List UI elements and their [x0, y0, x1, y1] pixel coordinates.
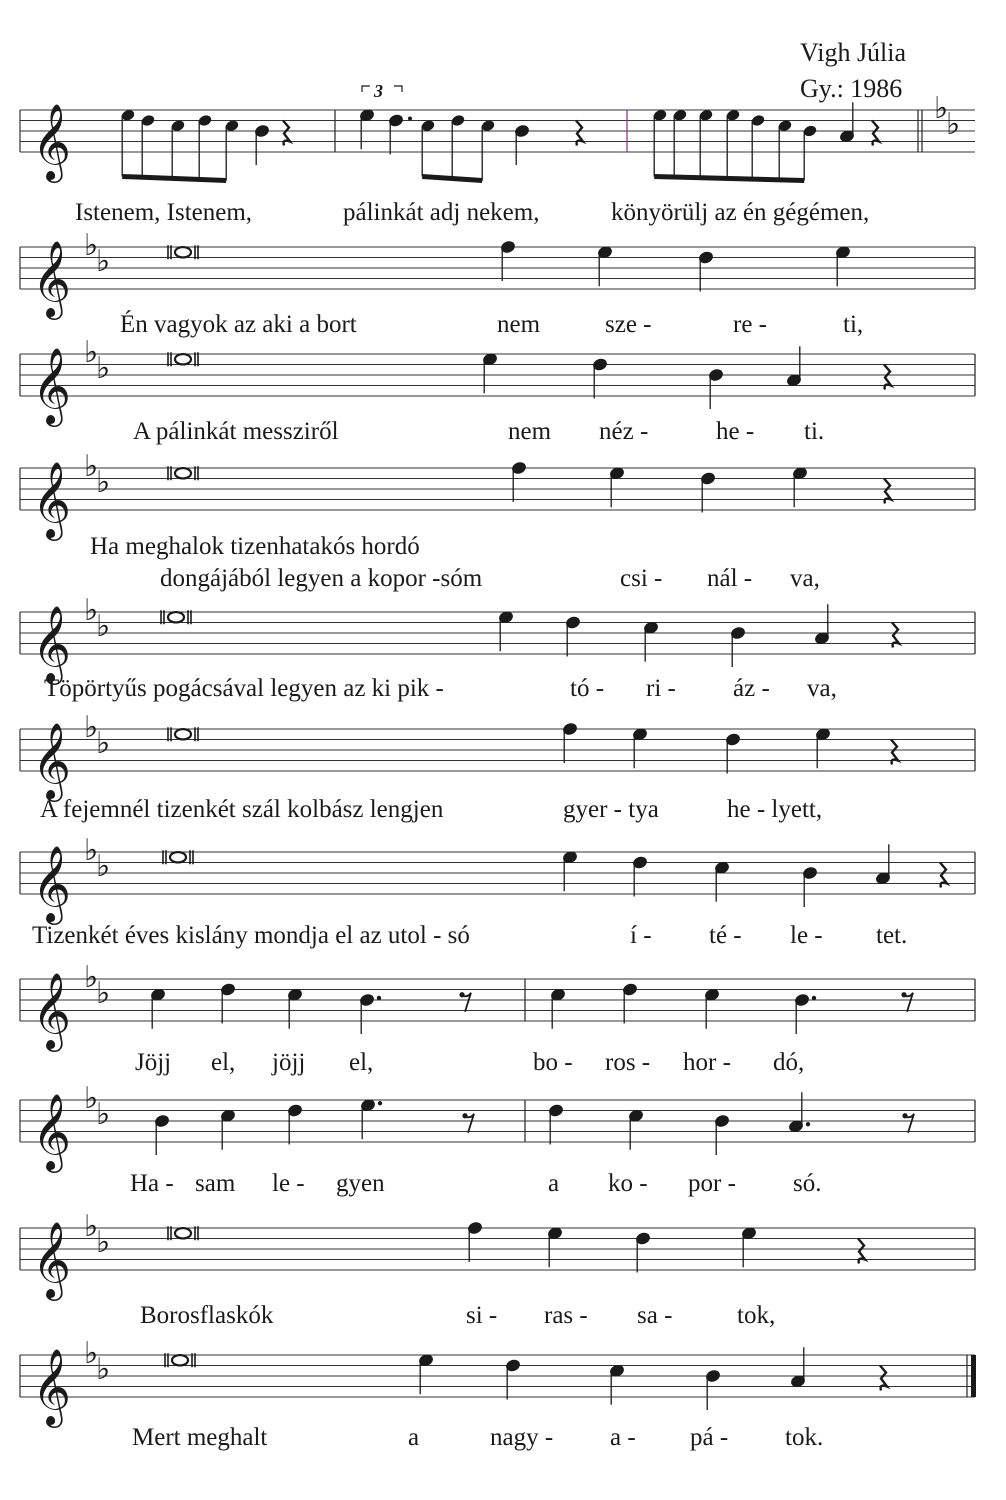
note	[498, 610, 513, 651]
staff-8	[20, 960, 975, 1052]
lyric-syllable: csi -	[620, 565, 663, 592]
note	[609, 466, 624, 507]
note	[150, 988, 165, 1029]
key-flat-icon: ♭	[84, 710, 99, 745]
lyric-syllable: si -	[466, 1302, 498, 1329]
note	[839, 102, 854, 143]
lyric-syllable: re -	[733, 311, 767, 338]
lyric-syllable: Ha meghalok tizenhatakós hordó	[90, 533, 420, 560]
lyric-syllable: tok.	[785, 1424, 824, 1451]
note	[359, 993, 381, 1034]
note	[482, 352, 497, 393]
lyric-syllable: el,	[349, 1049, 374, 1076]
note	[254, 124, 269, 165]
lyric-syllable: Jöjj	[135, 1049, 172, 1076]
note-dot	[812, 996, 816, 1000]
lyric-syllable: könyörülj az én gégémen,	[611, 199, 870, 226]
key-flat-icon: ♭	[84, 228, 99, 263]
key-flat-icon: ♭	[96, 1351, 111, 1387]
key-flat-icon: ♭	[84, 1209, 99, 1244]
key-flat-icon: ♭	[84, 960, 99, 995]
note	[643, 621, 658, 662]
note	[725, 733, 740, 774]
lyric-syllable: ras -	[544, 1302, 588, 1329]
note	[360, 1098, 382, 1139]
note	[632, 727, 647, 768]
staff-5	[20, 593, 975, 685]
staff-3	[20, 335, 975, 427]
note	[714, 861, 729, 902]
eighth-group	[652, 108, 817, 180]
staff-7	[20, 833, 975, 925]
treble-clef-icon: 𝄞	[32, 1348, 72, 1425]
lyric-syllable: nem	[508, 418, 552, 445]
collection-note: Gy.: 1986	[800, 74, 903, 103]
key-flat-icon: ♭	[84, 449, 99, 484]
treble-clef-icon: 𝄞	[32, 103, 72, 180]
note	[597, 245, 612, 286]
tuplet-number: 3	[374, 81, 383, 101]
staff-6	[20, 710, 975, 802]
note	[514, 124, 529, 165]
lyric-syllable: ros -	[605, 1049, 651, 1076]
note	[467, 1221, 482, 1262]
note	[592, 358, 607, 399]
note	[220, 1109, 235, 1150]
lyric-syllable: néz -	[599, 418, 649, 445]
lyric-syllable: tó -	[570, 675, 605, 702]
lyric-syllable: nál -	[707, 565, 753, 592]
note	[815, 727, 830, 768]
lyric-syllable: áz -	[733, 675, 770, 702]
note	[875, 844, 890, 885]
lyric-syllable: el,	[211, 1049, 236, 1076]
key-flat-icon: ♭	[96, 975, 111, 1011]
note	[547, 1226, 562, 1267]
treble-clef-icon: 𝄞	[32, 240, 72, 317]
note	[802, 866, 817, 907]
key-flat-icon: ♭	[84, 833, 99, 868]
key-flat-icon: ♭	[96, 1224, 111, 1260]
note	[287, 988, 302, 1029]
lyric-syllable: Istenem, Istenem,	[75, 199, 253, 226]
quarter-rest-icon	[576, 121, 583, 146]
breve-head	[175, 468, 191, 478]
lyric-syllable: nem	[497, 311, 541, 338]
lyric-syllable: pá -	[690, 1424, 729, 1451]
lyric-syllable: gyen	[336, 1170, 385, 1197]
lyric-syllable: va,	[807, 675, 837, 702]
lyric-syllable: gyer - tya	[563, 796, 659, 823]
note	[708, 368, 723, 409]
key-flat-icon: ♭	[84, 593, 99, 628]
lyric-syllable: té -	[709, 922, 742, 949]
note	[788, 1092, 810, 1133]
note	[700, 472, 715, 513]
breve-head	[172, 1355, 188, 1365]
lyric-syllable: tet.	[876, 922, 908, 949]
note	[628, 1109, 643, 1150]
note-dot	[806, 1122, 810, 1126]
staff-9	[20, 1081, 975, 1173]
key-flat-icon: ♭	[96, 608, 111, 644]
note	[418, 1353, 433, 1394]
eighth-group	[120, 108, 239, 180]
staff-11	[20, 1336, 976, 1428]
lyric-syllable: í -	[630, 922, 652, 949]
lyric-syllable: le -	[790, 922, 823, 949]
lyric-syllable: Én vagyok az aki a bort	[120, 311, 357, 338]
note	[835, 245, 850, 286]
quarter-rest-icon	[892, 623, 899, 648]
quarter-rest-icon	[884, 365, 891, 390]
note	[714, 1114, 729, 1155]
note	[794, 993, 816, 1034]
note	[635, 1232, 650, 1273]
note-dot	[378, 1101, 382, 1105]
key-flat-icon: ♭	[84, 335, 99, 370]
treble-clef-icon: 𝄞	[32, 722, 72, 799]
final-barline-thick	[971, 1355, 976, 1397]
treble-clef-icon: 𝄞	[32, 347, 72, 424]
lyric-syllable: dongájából legyen a kopor -sóm	[160, 565, 483, 592]
lyric-syllable: le -	[272, 1170, 305, 1197]
note-beam	[122, 177, 226, 181]
note	[287, 1104, 302, 1145]
note	[705, 1369, 720, 1410]
lyric-syllable: ti,	[843, 311, 864, 338]
lyric-syllable: Borosflaskók	[140, 1302, 274, 1329]
singer-name: Vigh Júlia	[800, 38, 907, 67]
treble-clef-icon: 𝄞	[32, 1093, 72, 1170]
lyric-syllable: sa -	[637, 1302, 673, 1329]
key-flat-icon: ♭	[96, 350, 111, 386]
note	[622, 983, 637, 1024]
quarter-rest-icon	[891, 740, 898, 765]
eighth-group	[420, 114, 495, 181]
lyric-syllable: a -	[610, 1424, 636, 1451]
note	[562, 850, 577, 891]
lyric-syllable: a	[408, 1424, 420, 1451]
treble-clef-icon: 𝄞	[32, 972, 72, 1049]
lyric-syllable: A pálinkát messziről	[133, 418, 339, 445]
key-flat-icon: ♭	[96, 725, 111, 761]
note	[786, 346, 801, 387]
breve-head	[175, 247, 191, 257]
note	[548, 1104, 563, 1145]
note	[550, 988, 565, 1029]
quarter-rest-icon	[872, 121, 879, 146]
eighth-rest-icon	[465, 1114, 474, 1133]
key-flat-icon: ♭	[96, 464, 111, 500]
lyric-syllable: ko -	[608, 1170, 648, 1197]
note-beam	[654, 177, 804, 181]
treble-clef-icon: 𝄞	[32, 1221, 72, 1298]
note	[792, 466, 807, 507]
note	[565, 616, 580, 657]
lyric-syllable: he -	[716, 418, 755, 445]
lyric-syllable: Mert meghalt	[132, 1424, 268, 1451]
lyric-syllable: sam	[195, 1170, 236, 1197]
lyric-syllable: pálinkát adj nekem,	[343, 199, 540, 226]
breve-head	[170, 852, 186, 862]
note	[698, 251, 713, 292]
note	[704, 988, 719, 1029]
lyric-syllable: ri -	[646, 675, 676, 702]
note	[511, 461, 526, 502]
lyric-syllable: nagy -	[490, 1424, 554, 1451]
key-flat-icon: ♭	[84, 1336, 99, 1371]
lyric-syllable: bo -	[533, 1049, 573, 1076]
treble-clef-icon: 𝄞	[32, 605, 72, 682]
note	[220, 983, 235, 1024]
lyric-syllable: só.	[793, 1170, 822, 1197]
lyric-syllable: he - lyett,	[727, 796, 823, 823]
eighth-rest-icon	[904, 993, 913, 1012]
lyric-syllable: Töpörtyűs pogácsával legyen az ki pik -	[44, 675, 444, 702]
key-change-flat-icon: ♭	[934, 91, 949, 126]
lyric-syllable: por -	[688, 1170, 736, 1197]
quarter-rest-icon	[283, 121, 290, 146]
lyric-syllable: sze -	[605, 311, 652, 338]
note	[814, 604, 829, 645]
key-flat-icon: ♭	[96, 243, 111, 279]
breve-head	[168, 612, 184, 622]
lyric-syllable: jöjj	[272, 1049, 306, 1076]
lyric-syllable: a	[548, 1170, 560, 1197]
key-change-flat-icon: ♭	[946, 106, 961, 142]
staff-1	[20, 81, 975, 183]
lyric-syllable: A fejemnél tizenkét szál kolbász lengjen	[40, 796, 444, 823]
key-flat-icon: ♭	[84, 1081, 99, 1116]
lyric-syllable: Ha -	[130, 1170, 174, 1197]
lyric-syllable: Tizenkét éves kislány mondja el az utol - só	[32, 922, 470, 949]
lyric-syllable: dó,	[773, 1049, 805, 1076]
quarter-rest-icon	[940, 863, 947, 888]
lyric-syllable: hor -	[683, 1049, 731, 1076]
quarter-rest-icon	[880, 1366, 887, 1391]
eighth-rest-icon	[905, 1114, 914, 1133]
breve-head	[175, 354, 191, 364]
staff-2	[20, 228, 975, 320]
breve-head	[175, 1228, 191, 1238]
note-dot	[408, 117, 412, 121]
treble-clef-icon: 𝄞	[32, 461, 72, 538]
lyric-syllable: ti.	[804, 418, 825, 445]
eighth-rest-icon	[462, 993, 471, 1012]
treble-clef-icon: 𝄞	[32, 845, 72, 922]
note	[790, 1347, 805, 1388]
quarter-rest-icon	[884, 479, 891, 504]
note	[730, 626, 745, 667]
note-beam	[422, 177, 482, 181]
lyric-syllable: tok,	[737, 1302, 776, 1329]
staff-4	[20, 449, 975, 541]
note	[154, 1114, 169, 1155]
breve-head	[175, 729, 191, 739]
note	[741, 1226, 756, 1267]
note	[505, 1359, 520, 1400]
note	[359, 108, 374, 149]
note	[388, 114, 403, 155]
quarter-rest-icon	[858, 1239, 865, 1264]
staff-10	[20, 1209, 975, 1301]
lyric-syllable: va,	[790, 565, 820, 592]
note	[500, 240, 515, 281]
key-flat-icon: ♭	[96, 1096, 111, 1132]
note	[562, 722, 577, 763]
note	[632, 856, 647, 897]
key-flat-icon: ♭	[96, 848, 111, 884]
note	[609, 1364, 624, 1405]
note-dot	[377, 996, 381, 1000]
